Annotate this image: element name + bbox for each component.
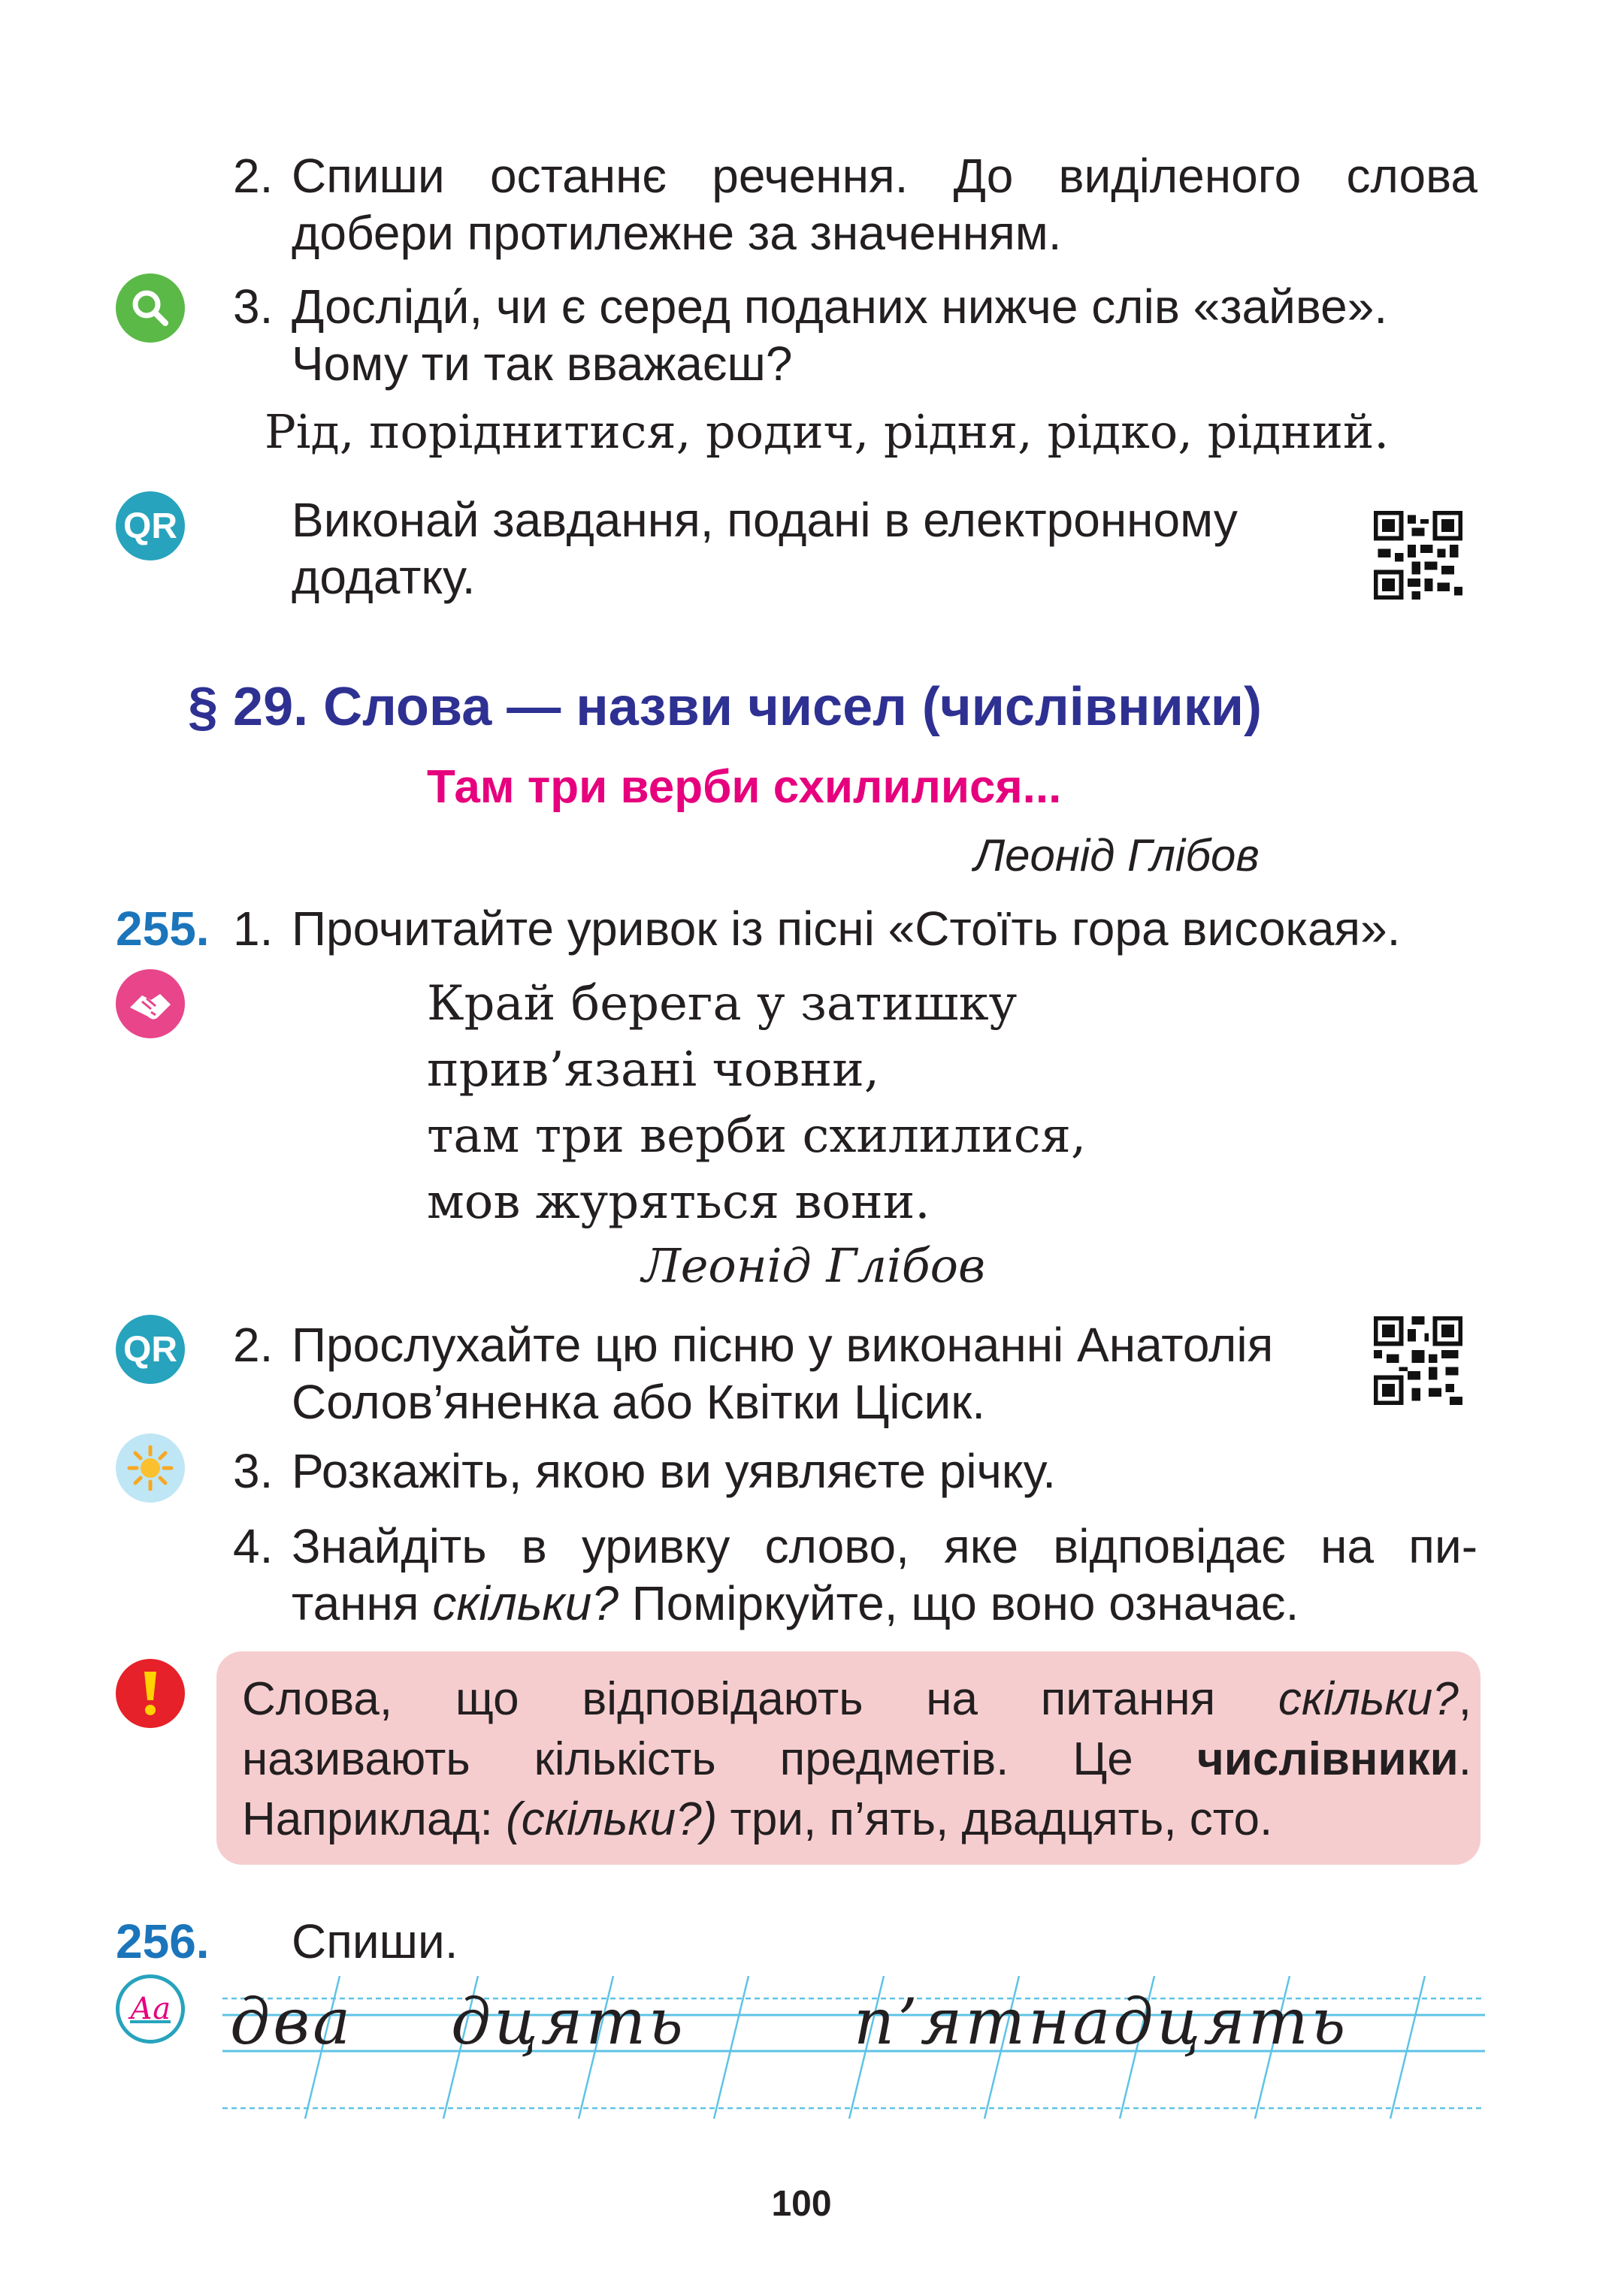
- question-word: (скільки?): [506, 1793, 718, 1845]
- task-text: Прослухайте цю пісню у виконанні Анатолія: [292, 1318, 1274, 1372]
- qr-badge-icon: QR: [116, 491, 185, 560]
- section-title: § 29. Слова — назви чисел (числівники): [188, 677, 1262, 737]
- task-copy: Спиши.: [292, 1914, 458, 1968]
- task-number: 2.: [233, 1318, 274, 1372]
- qr-badge-icon: QR: [116, 1315, 185, 1384]
- poem: [427, 971, 1086, 1235]
- text-run: тання: [292, 1576, 433, 1630]
- script-word: два: [230, 1985, 354, 2059]
- task-number: 3.: [233, 279, 274, 334]
- task-number: 4.: [233, 1519, 274, 1573]
- question-word: скільки?: [432, 1576, 619, 1630]
- rule-line: [242, 1790, 1471, 1850]
- task-number: 1.: [233, 902, 274, 956]
- poem-line: Край берега у затишку: [427, 976, 1018, 1032]
- task-number: 2.: [233, 149, 274, 203]
- epigraph: Там три верби схилилися...: [427, 761, 1062, 813]
- handwriting-badge-label: Аа: [129, 1992, 171, 2026]
- task-2-cont: добери протилежне за значенням.: [292, 206, 1062, 260]
- rule-line: [242, 1669, 1471, 1730]
- poem-line: прив’язані човни,: [427, 1042, 880, 1098]
- task-number: 3.: [233, 1444, 274, 1498]
- task-text: Досліди́, чи є серед поданих нижче слів «зайве».: [292, 279, 1388, 334]
- text-run: називають кількість предметів. Це: [242, 1733, 1197, 1785]
- word-row: Рід, поріднитися, родич, рідня, рідко, рідний.: [265, 404, 1390, 459]
- qr-task: [292, 491, 1238, 606]
- task-text: Знайдіть в уривку слово, яке відповідає на пи-: [292, 1519, 1477, 1573]
- script-word: дцять: [451, 1985, 686, 2059]
- poem-line: там три верби схилилися,: [427, 1108, 1087, 1164]
- text-run: Слова, що відповідають на питання: [242, 1673, 1278, 1725]
- task-3: [233, 278, 1496, 335]
- task-3-river: [233, 1443, 1056, 1500]
- task-2-listen-cont: Солов’яненка або Квітки Цісик.: [292, 1375, 986, 1429]
- handshake-icon: [116, 969, 185, 1038]
- script-word: п’ятнадцять: [854, 1985, 1349, 2059]
- handwriting-icon: [116, 1974, 185, 2044]
- epigraph-author: Леонід Глібов: [974, 830, 1260, 881]
- task-text: Розкажіть, якою ви уявляєте річку.: [292, 1444, 1056, 1498]
- qr-task-line: Виконай завдання, подані в електронному: [292, 493, 1238, 547]
- qr-code-icon[interactable]: [1374, 1316, 1462, 1405]
- task-4: [233, 1518, 1477, 1575]
- page-number: 100: [771, 2184, 832, 2224]
- qr-code-icon[interactable]: [1374, 511, 1462, 600]
- poem-line: мов журяться вони.: [427, 1174, 930, 1230]
- exercise-number: 256.: [116, 1914, 210, 1968]
- text-run: .: [1458, 1733, 1471, 1785]
- sun-icon: [116, 1433, 185, 1503]
- task-2: [233, 147, 1477, 204]
- question-word: скільки?: [1278, 1673, 1459, 1725]
- key-term: числівники: [1196, 1733, 1459, 1785]
- text-run: три, п’ять, двадцять, сто.: [717, 1793, 1273, 1845]
- search-icon: [116, 273, 185, 343]
- rule-text: [242, 1669, 1471, 1850]
- task-text: Спиши останнє речення. До виділеного слова: [292, 149, 1477, 203]
- task-4-cont: [233, 1575, 1299, 1632]
- text-run: Поміркуйте, що воно означає.: [618, 1576, 1299, 1630]
- task-1: [233, 900, 1400, 957]
- task-2-listen: [233, 1316, 1273, 1373]
- rule-line: [242, 1730, 1471, 1790]
- task-3-cont: Чому ти так вважаєш?: [292, 337, 793, 391]
- text-run: Наприклад:: [242, 1793, 507, 1845]
- text-run: ,: [1458, 1673, 1471, 1725]
- task-text: Прочитайте уривок із пісні «Стоїть гора високая».: [292, 902, 1401, 956]
- exercise-number: 255.: [116, 902, 210, 956]
- poem-author: Леонід Глібов: [642, 1238, 986, 1293]
- warning-icon: [116, 1659, 185, 1728]
- qr-task-line: додатку.: [292, 550, 476, 604]
